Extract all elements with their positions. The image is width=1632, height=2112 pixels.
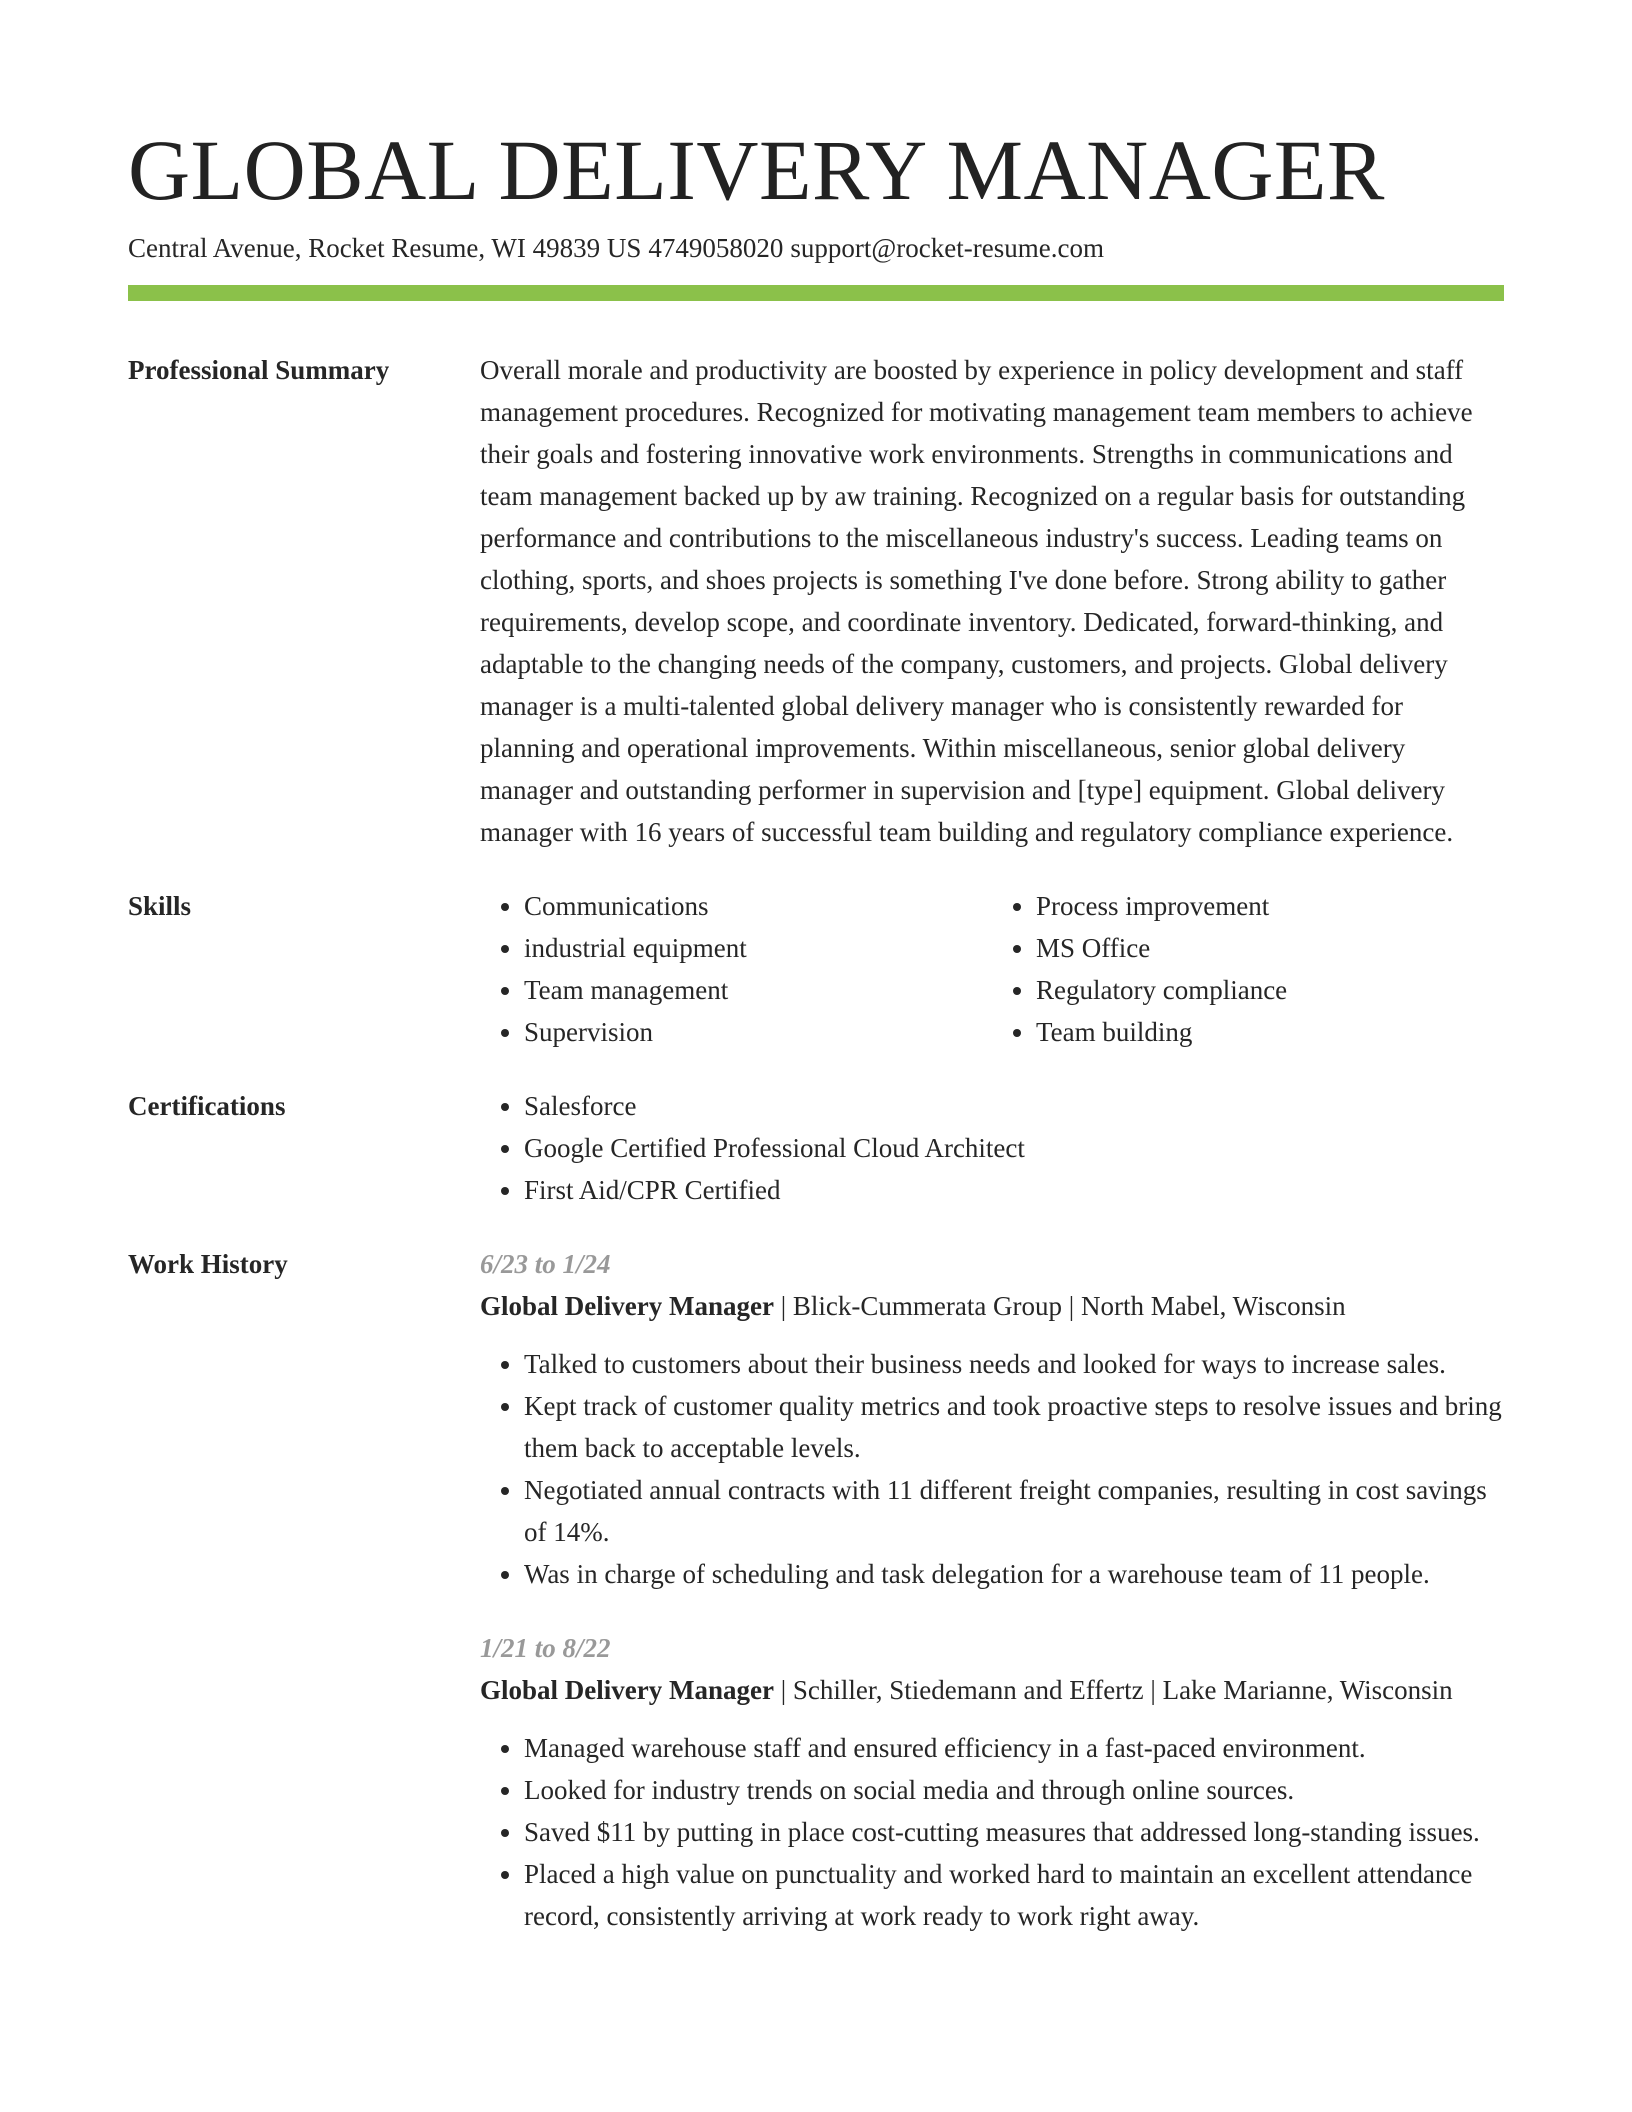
job-dates: 6/23 to 1/24 xyxy=(480,1249,611,1279)
skills-grid xyxy=(480,885,1504,1053)
certification-item: • First Aid/CPR Certified xyxy=(524,1169,1504,1211)
contact-line xyxy=(128,230,1504,266)
certification-item: • Google Certified Professional Cloud Architect xyxy=(524,1127,1504,1169)
job-location: Lake Marianne, Wisconsin xyxy=(1162,1675,1453,1705)
skills-column-left xyxy=(480,885,992,1053)
summary-section xyxy=(128,349,1504,853)
job-bullet: • Looked for industry trends on social media and through online sources. xyxy=(524,1769,1504,1811)
certifications-heading: Certifications xyxy=(128,1091,286,1121)
job-bullet: • Managed warehouse staff and ensured efficiency in a fast-paced environment. xyxy=(524,1727,1504,1769)
job-bullet: • Placed a high value on punctuality and worked hard to maintain an excellent attendance record, consistently arriving at work ready to work right away. xyxy=(524,1853,1504,1937)
job-entry xyxy=(480,1627,1504,1937)
skill-item: • Process improvement xyxy=(1036,885,1504,927)
job-location: North Mabel, Wisconsin xyxy=(1080,1291,1346,1321)
job-separator: | xyxy=(1068,1291,1075,1321)
job-separator: | xyxy=(780,1675,787,1705)
work-history-heading: Work History xyxy=(128,1249,288,1279)
contact-phone: 4749058020 xyxy=(648,233,784,263)
certification-item: • Salesforce xyxy=(524,1085,1504,1127)
job-company: Blick-Cummerata Group xyxy=(792,1291,1063,1321)
skill-item: • Team building xyxy=(1036,1011,1504,1053)
contact-email: support@rocket-resume.com xyxy=(790,233,1104,263)
job-entry xyxy=(480,1243,1504,1595)
skill-item: • MS Office xyxy=(1036,927,1504,969)
skill-item: • Regulatory compliance xyxy=(1036,969,1504,1011)
skills-column-right xyxy=(992,885,1504,1053)
certifications-body xyxy=(480,1085,1504,1211)
skills-section xyxy=(128,885,1504,1053)
summary-text: Overall morale and productivity are boosted by experience in policy development and staff management procedures. Recognized for motivating management team members to achieve their goals and fostering innovative work environments. Strengths in communications and team management backed up by aw training. Recognized on a regular basis for outstanding performance and contributions to the miscellaneous industry's success. Leading teams on clothing, sports, and shoes projects is something I've done before. Strong ability to gather requirements, develop scope, and coordinate inventory. Dedicated, forward-thinking, and adaptable to the changing needs of the company, customers, and projects. Global delivery manager is a multi-talented global delivery manager who is consistently rewarded for planning and operational improvements. Within miscellaneous, senior global delivery manager and outstanding performer in supervision and [type] equipment. Global delivery manager with 16 years of successful team building and regulatory compliance experience. xyxy=(480,355,1473,847)
job-bullets xyxy=(480,1343,1504,1595)
skill-item: • Team management xyxy=(524,969,992,1011)
job-bullet: • Negotiated annual contracts with 11 different freight companies, resulting in cost savings of 14%. xyxy=(524,1469,1504,1553)
summary-body xyxy=(480,349,1504,853)
job-bullets xyxy=(480,1727,1504,1937)
job-bullet: • Kept track of customer quality metrics and took proactive steps to resolve issues and bring them back to acceptable levels. xyxy=(524,1385,1504,1469)
resume-page xyxy=(128,118,1504,1937)
job-title: Global Delivery Manager xyxy=(480,1291,774,1321)
job-title: Global Delivery Manager xyxy=(480,1675,774,1705)
work-history-section xyxy=(128,1243,1504,1937)
job-title-line xyxy=(480,1285,1504,1327)
job-bullet: • Saved $11 by putting in place cost-cutting measures that addressed long-standing issues. xyxy=(524,1811,1504,1853)
skill-item: • industrial equipment xyxy=(524,927,992,969)
certifications-list xyxy=(480,1085,1504,1211)
header-divider xyxy=(128,285,1504,301)
skill-item: • Communications xyxy=(524,885,992,927)
certifications-section xyxy=(128,1085,1504,1211)
candidate-name: GLOBAL DELIVERY MANAGER xyxy=(128,122,1385,218)
skills-heading: Skills xyxy=(128,891,192,921)
job-title-line xyxy=(480,1669,1504,1711)
job-separator: | xyxy=(1150,1675,1156,1705)
work-history-body xyxy=(480,1243,1504,1937)
job-separator: | xyxy=(780,1291,787,1321)
job-bullet: • Talked to customers about their business needs and looked for ways to increase sales. xyxy=(524,1343,1504,1385)
summary-heading: Professional Summary xyxy=(128,355,390,385)
job-company: Schiller, Stiedemann and Effertz xyxy=(792,1675,1144,1705)
contact-address: Central Avenue, Rocket Resume, WI 49839 US xyxy=(128,233,642,263)
skill-item: • Supervision xyxy=(524,1011,992,1053)
job-dates: 1/21 to 8/22 xyxy=(480,1633,611,1663)
job-bullet: • Was in charge of scheduling and task delegation for a warehouse team of 11 people. xyxy=(524,1553,1504,1595)
